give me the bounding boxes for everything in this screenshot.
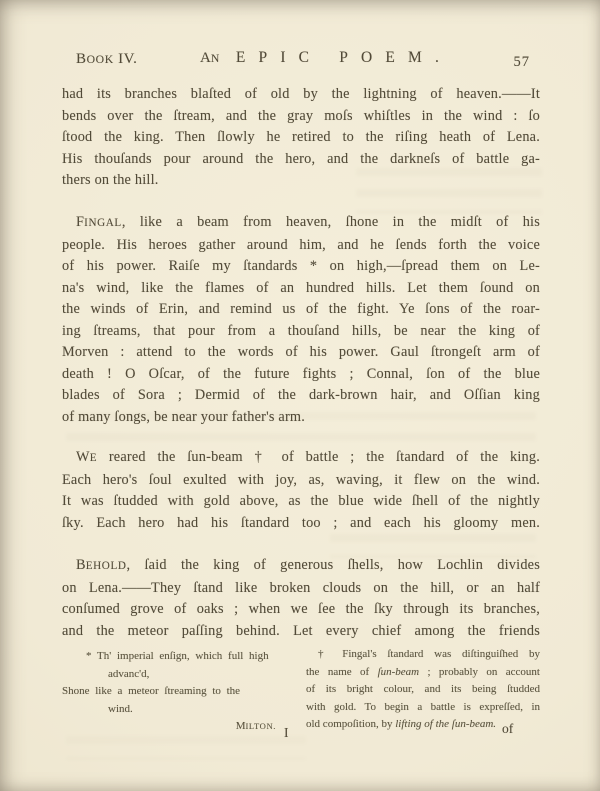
running-title-main: EPIC POEM.	[235, 49, 453, 66]
paragraph-lead-rest: , ſaid the king of generous ſhells, how Lochlin divides	[126, 557, 540, 573]
page-content	[62, 0, 540, 791]
paragraph-lead-rest: , like a beam from heaven, ſhone in the midſt of his	[121, 214, 540, 230]
footnote-line: wind.	[108, 702, 133, 715]
paragraph-4	[62, 555, 540, 642]
book-label-cap: B	[76, 51, 87, 67]
running-title-an-cap: A	[200, 50, 211, 66]
attribution-cap: M	[235, 720, 246, 733]
attribution-smallcaps: ILTON.	[245, 721, 276, 732]
text-line: It was ſtudded with gold above, as the blue wide ſhell of the nightly	[62, 493, 540, 509]
paragraph-lead-cap: B	[76, 557, 86, 573]
text-line	[62, 555, 540, 578]
text-line	[62, 447, 540, 470]
text-line: the winds of Erin, and remind us of the fight. Ye ſons of the roar-	[62, 301, 540, 317]
text-line: and the meteor paſſing behind. Let every chief among the friends	[62, 622, 540, 639]
book-chapter-label	[76, 51, 138, 68]
running-title-an-smallcaps: N	[210, 52, 220, 65]
footnote-italic: lifting of the ſun-beam.	[395, 718, 497, 731]
paragraph-lead-smallcaps: INGAL	[84, 217, 122, 229]
text-line: Each hero's ſoul exulted with joy, as, waving, it flew on the wind.	[62, 471, 540, 488]
signature-mark: I	[284, 725, 289, 740]
paragraph-lead-smallcaps: E	[89, 452, 98, 464]
footnote-line: Shone like a meteor ſtreaming to the	[62, 685, 241, 698]
page-footer	[62, 721, 540, 743]
footnote-text: ; probably on account	[419, 665, 540, 678]
text-line: blades of Sora ; Dermid of the dark-brown hair, and Oſſian king	[62, 387, 540, 403]
footnote-line: † Fingal's ſtandard was diſtinguiſhed by	[318, 648, 540, 660]
paragraph-lead-cap: F	[76, 214, 85, 230]
text-line: ſky. Each hero had his ſtandard too ; and each his gloomy men.	[62, 514, 540, 531]
text-line: ſtood the king. Then ſlowly he retired to the riſing heath of Lena.	[62, 129, 540, 145]
book-label-numeral: IV.	[113, 51, 138, 67]
text-line: His thouſands pour around the hero, and the darkneſs of battle ga-	[62, 150, 540, 167]
text-line: of his power. Raiſe my ſtandards * on high,—ſpread them on Le-	[62, 258, 540, 274]
paragraph-1	[62, 84, 540, 192]
text-line: death ! O Oſcar, of the future fights ; Connal, ſon of the blue	[62, 365, 540, 382]
text-line: of many ſongs, be near your father's arm.	[62, 408, 306, 425]
text-line	[62, 212, 540, 235]
page-header	[62, 48, 540, 74]
footnote-italic: ſun-beam	[377, 665, 420, 678]
footnote-text: old compoſition, by	[306, 718, 396, 731]
footnote-line: with gold. To begin a battle is expreſſed, in	[306, 700, 540, 713]
footnote-line: of its bright colour, and its being ſtudded	[306, 683, 540, 696]
footnote-line	[306, 664, 540, 682]
text-line: na's wind, like the flames of an hundred hills. Let them ſound on	[62, 279, 540, 296]
paragraph-lead-cap: W	[76, 449, 90, 465]
text-line: on Lena.——They ſtand like broken clouds on the hill, or an half	[62, 579, 540, 596]
text-line: thers on the hill.	[62, 172, 159, 188]
text-line: bends over the ſtream, and the gray moſs whiſtles in the wind : ſo	[62, 107, 540, 124]
text-line: ing ſtreams, that pour from a thouſand hills, be near the king of	[62, 322, 540, 339]
text-line: people. His heroes gather around him, and he ſends forth the voice	[62, 236, 540, 253]
footnote-line: * Th' imperial enſign, which full high	[86, 650, 269, 662]
running-title	[200, 49, 452, 67]
paragraph-lead-smallcaps: EHOLD	[85, 560, 127, 572]
page-number: 57	[513, 54, 530, 70]
book-label-smallcaps: OOK	[86, 53, 114, 66]
footnote-text: the name of	[306, 665, 378, 678]
footnote-line: advanc'd,	[108, 667, 150, 680]
text-line: had its branches blaſted of old by the lightning of heaven.——It	[62, 86, 540, 102]
paragraph-lead-rest: reared the ſun-beam † of battle ; the ſtandard of the king.	[97, 449, 540, 465]
paragraph-3	[62, 447, 540, 534]
text-line: conſumed grove of oaks ; when we ſee the ſky through its branches,	[62, 601, 540, 617]
catchword: of	[502, 721, 514, 736]
text-line: Morven : attend to the words of his power. Gaul ſtrongeſt arm of	[62, 344, 540, 360]
paragraph-2	[62, 212, 540, 428]
